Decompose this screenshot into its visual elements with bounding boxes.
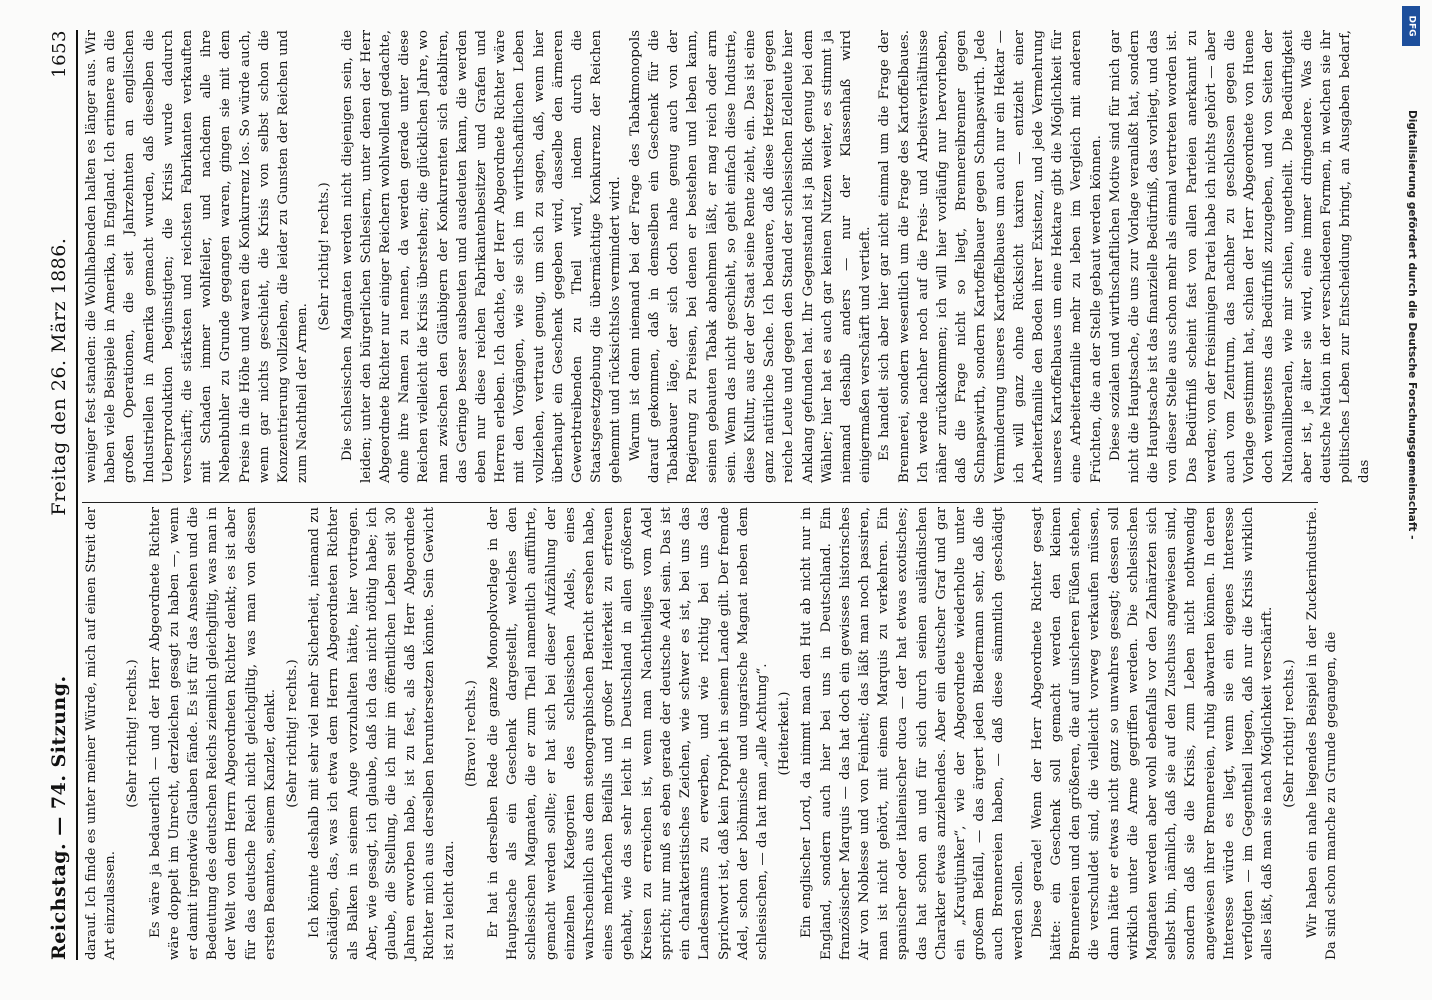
interjection: (Sehr richtig! rechts.) <box>285 659 301 808</box>
text-column-right <box>82 30 1373 483</box>
text-column-left <box>82 507 1339 960</box>
paragraph: Diese sozialen und wirthschaftlichen Motive sind für mich gar nicht die Hauptsache, die uns zur Vorlage veranlaßt hat, sondern die Hauptsache ist das finanzielle Bedürfniß, das vorliegt, und das von dieser Stelle aus schon mehr als einmal vertreten worden ist. Das Bedürfniß scheint fast von allen Parteien anerkannt zu werden; von der freisinnigen Partei habe ich nichts gehört — aber auch vom Zentrum, das nachher zu geschlossen gegen die Vorlage gestimmt hat, schien der Herr Abgeordnete von Huene doch wenigstens das Bedürfniß zuzugeben, und von Seiten der Nationalliberalen, wie mir schien, ungetheilt. Die Bedürftigkeit aber ist, je älter sie wird, eine immer dringendere. Was die deutsche Nation in der verschiedenen Formen, in welchen sie ihr politisches Leben zur Entscheidung bringt, an Ausgaben bedarf, das <box>1107 30 1373 483</box>
interjection: (Sehr richtig! rechts.) <box>317 182 333 331</box>
column-divider <box>82 502 1318 503</box>
paragraph: weniger fest standen: die Wohlhabenden halten es länger aus. Wir haben viele Beispiele in Amerika, in England. Ich erinnere an die großen Operationen, die seit Jahrzehnten an englischen Industriellen in Amerika gemacht wurden, daß dieselben die Ueberproduktion begünstigten; die Krisis wurde dadurch verschärft; die stärksten und reichsten Fabrikanten verkauften mit Schaden immer wohlfeiler, und nachdem alle ihre Nebenbuhler zu Grunde gegangen waren, gingen sie mit dem Preise in die Höhe und waren die Konkurrenz los. So würde auch, wenn gar nichts geschieht, die Krisis von selbst schon die Konzentrierung vollziehen, die leider zu Gunsten der Reichen und zum Nachtheil der Armen. <box>84 30 311 483</box>
digitization-stamp-text: Digitalisierung gefördert durch die Deutsche Forschungsgemeinschaft - <box>1406 110 1418 540</box>
page-number: 1653 <box>49 30 70 78</box>
interjection: (Bravo! rechts.) <box>463 680 479 787</box>
page-header <box>30 30 78 960</box>
header-date: Freitag den 26. März 1886. <box>48 237 70 516</box>
paragraph: Ein englischer Lord, da nimmt man den Hut ab nicht nur in England, sondern auch hier bei uns in Deutschland. Ein französischer Marquis — das hat doch ein gewisses historisches Air von Noblesse und von Feinheit; das läßt man noch passiren, man ist nicht gehört, mit einem Marquis zu verkehren. Ein spanischer oder italienischer duca — der hat etwas exotisches; das hat schon an und für sich durch seinen ausländischen Charakter etwas anziehendes. Aber ein deutscher Graf und gar ein „Krautjunker“, wie der Abgeordnete wiederholte unter großem Beifall, — das ärgert jeden Biedermann sehr, daß die auch Brennereien haben, — daß diese sämmtlich geschädigt werden sollen. <box>799 507 1026 960</box>
paragraph: Diese gerade! Wenn der Herr Abgeordnete Richter gesagt hätte: ein Geschenk soll gemacht werden den kleinen Brennereien und den größeren, die auf unsicheren Füßen stehen, die verschuldet sind, die vielleicht vorweg verkaufen müssen, dann hätte er etwas nicht ganz so unwahres gesagt; dessen soll wirklich unter die Arme gegriffen werden. Die schlesischen Magnaten werden aber wohl ebenfalls vor den Zahnärzten sich selbst bin, nämlich, daß sie auf den Zuschuss angewiesen sind, sondern daß sie die Krisis, zum Leben nicht nothwendig angewiesen ihrer Brennereien, ruhig abwarten können. In deren Interesse würde es liegt, wenn sie ein eigenes Interesse verfolgten — im Gegentheil liegen, daß nur die Krisis wirklich alles läßt, daß man sie nach Möglichkeit verschärft. <box>1029 507 1276 960</box>
text-columns <box>82 30 1373 960</box>
header-title: Reichstag. — 74. Sitzung. <box>48 675 70 960</box>
interjection: (Heiterkeit.) <box>777 691 793 776</box>
paragraph: darauf. Ich finde es unter meiner Würde, mich auf einen Streit der Art einzulassen. <box>84 507 119 960</box>
paragraph: Warum ist denn niemand bei der Frage des Tabakmonopols darauf gekommen, daß in demselben ein Geschenk für die Tabakbauer läge, der sich doch nahe genug auch von der Regierung zu Preisen, bei denen er bestehen und leben kann, seinen gebauten Tabak abnehmen läßt, er mag reich oder arm sein. Wenn das nicht geschieht, so geht einfach diese Industrie, diese Kultur, aus der der Staat seine Rente zieht, ein. Das ist eine ganz natürliche Sache. Ich bedauere, daß diese Hetzerei gegen reiche Leute und gegen den Stand der schlesischen Edelleute hier Anklang gefunden hat. Ihr Gegenstand ist ja Blick genug bei dem Wähler; hier hat es auch gar keinen Nutzen weiter, es stimmt ja niemand deshalb anders — nur der Klassenhaß wird einigermaßen verschärft und vertieft. <box>627 30 874 483</box>
paragraph: Wir haben ein nahe liegendes Beispiel in der Zuckerindustrie. Da sind schon manche zu Grunde gegangen, die <box>1304 507 1339 960</box>
paragraph: Die schlesischen Magnaten werden nicht diejenigen sein, die leiden; unter den bürgerlichen Schlesiern, unter denen der Herr Abgeordnete Richter nur einiger Reichern wohlwollend gedachte, ohne ihre Namen zu nennen, da werden gerade unter diese Reichen vielleicht die Krisis überstehen; die glücklichen Jahre, wo man zwischen den Gläubigern der Konkurrenten sich etabliren, das Geringe besser ausbeuten und ausdeuten kann, die werden eben nur diese reichen Fabrikantenbesitzer und Grafen und Herren erleben. Ich dachte, der Herr Abgeordnete Richter wäre mit den Vorgängen, wie sie sich im wirthschaftlichen Leben vollziehen, vertraut genug, um sich zu sagen, daß, wenn hier überhaupt ein Geschenk gegeben wird, dasselbe den ärmeren Gewerbtreibenden zu Theil wird, indem durch die Staatsgesetzgebung die übermächtige Konkurrenz der Reichen gehemmt und rücksichtslos vermindert wird. <box>339 30 624 483</box>
interjection: (Sehr richtig! rechts.) <box>125 659 141 808</box>
rotated-page <box>8 0 1378 1000</box>
paragraph: Es wäre ja bedauerlich — und der Herr Abgeordnete Richter wäre doppelt im Unrecht, derzleichen gesagt zu haben —, wenn er damit irgendwie Glauben fände. Es ist für das Ansehen und die Bedeutung des deutschen Reichs ziemlich gleichgiltig, was man in der Welt von dem Herrn Abgeordneten Richter denkt; es ist aber für das deutsche Reich nicht gleichgiltig, was man von dessen ersten Beamten, seinem Kanzler, denkt. <box>147 507 278 960</box>
paragraph: Ich könnte deshalb mit sehr viel mehr Sicherheit, niemand zu schädigen, das, was ich etwa dem Herrn Abgeordneten Richter als Balken in seinem Auge vorzuhalten hätte, hier vortragen. Aber, wie gesagt, ich glaube, daß ich das nicht nöthig habe; ich glaube, die Stellung, die ich mir im öffentlichen Leben seit 30 Jahren erworben habe, ist zu fest, als daß Herr Abgeordnete Richter mich aus derselben heruntersetzen könnte. Sein Gewicht ist zu leicht dazu. <box>307 507 457 960</box>
paragraph: Es handelt sich aber hier gar nicht einmal um die Frage der Brennerei, sondern wesentlich um die Frage des Kartoffelbaues. Ich werde nachher noch auf die Preis- und Arbeitsverhältnisse näher zurückkommen; ich will hier vorläufig nur hervorheben, daß die Frage nicht so liegt, Brennereibrenner gegen Schnapswirth, sondern Kartoffelbauer gegen Schnapswirth. Jede Verminderung unseres Kartoffelbaues um auch nur ein Hektar — ich will ganz ohne Rücksicht taxiren — entzieht einer Arbeiterfamilie den Boden ihrer Existenz, und jede Vermehrung unseres Kartoffelbaues um eine Hektare gibt die Möglichkeit für eine Arbeiterfamilie mehr zu leben im Vergleich mit anderen Früchten, die an der Stelle gebaut werden können. <box>877 30 1104 483</box>
paragraph: Er hat in derselben Rede die ganze Monopolvorlage in der Hauptsache als ein Geschenk dargestellt, welches den schlesischen Magnaten, die er zum Theil namentlich aufführte, gemacht werden sollte; er hat sich bei dieser Aufzählung der einzelnen Kategorien des schlesischen Adels, eines wahrscheinlich aus dem stenographischen Bericht ersehen habe, eines mehrfachen Beifalls und großer Heiterkeit zu erfreuen gehabt, wie das sehr leicht in Deutschland in allen größeren Kreisen zu erreichen ist, wenn man Nachtheiliges vom Adel spricht; nur muß es eben gerade der deutsche Adel sein. Das ist ein charakteristisches Zeichen, wie schwer es ist, bei uns das Landesmanns zu erwerben, und wie richtig bei uns das Sprichwort ist, daß kein Prophet in seinem Lande gilt. Der fremde Adel, schon der böhmische und ungarische Magnat neben dem schlesischen, — da hat man „alle Achtung“. <box>486 507 770 960</box>
digitization-stamp <box>1398 110 1418 990</box>
interjection: (Sehr richtig! rechts.) <box>1282 659 1298 808</box>
dfg-logo: DFG <box>1402 6 1420 46</box>
